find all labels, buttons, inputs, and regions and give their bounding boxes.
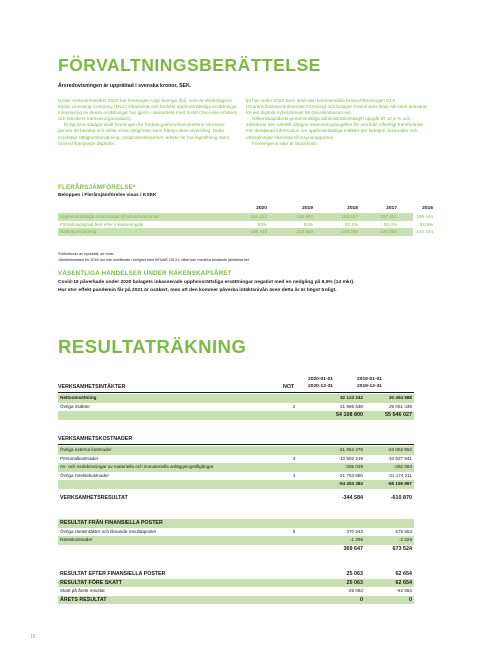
row-label: RESULTAT FÖRE SKATT: [60, 579, 122, 586]
row-label: Personalkostnader: [60, 455, 99, 461]
cell: 165 402: [296, 214, 313, 219]
total-row: [58, 570, 414, 579]
table-row: [58, 536, 414, 545]
cell-2020: 32 123 242: [340, 395, 363, 400]
row-label: Upphovsrättsliga ersättningar till skivproducenter: [60, 214, 160, 219]
cell-2019: -56 156 897: [387, 481, 412, 487]
row-label: Övriga intäkter: [60, 403, 90, 409]
row-label: Av- och nedskrivningar av materiella och immateriella anläggningstillgångar: [60, 464, 214, 470]
cell-2020: 25 063: [346, 571, 363, 577]
table-row: [58, 528, 414, 537]
page-title: FÖRVALTNINGSBERÄTTELSE: [58, 55, 321, 75]
subtotal-row: [58, 411, 414, 420]
cell-2019: -10 627 941: [387, 455, 412, 461]
result-summary: [58, 570, 414, 604]
cell-2019: -21 174 211: [387, 472, 412, 478]
cell-2020: 54 108 800: [336, 412, 363, 419]
row-label: Övriga rörelsekostnader: [60, 472, 110, 478]
cell: 91%: [303, 221, 313, 227]
year-header: 2016: [422, 206, 433, 211]
cell-2019: -2 029: [398, 537, 412, 543]
cell: 92,1%: [344, 221, 358, 227]
footnote: *Definitioner av nyckeltal, se noter: [58, 252, 114, 256]
cell: 148 268: [341, 229, 358, 234]
cost-table: [58, 446, 414, 489]
cell-2019: 675 553: [395, 528, 412, 534]
paragraph: Enligt sina stadgar skall föreningen för fördela grammofonindustrins intressen genom att bevaka och sköta vissa rättigheter samt främja dess utveckling. Detta innefattar rättighetsbevakning, antipiratverksamhet, arbete för bra lagstiftning samt branschfrämjande åtgärder.: [58, 122, 229, 146]
income-table: [58, 394, 414, 420]
cell-2019: 673 524: [392, 545, 412, 552]
cell-2019: 62 654: [395, 579, 412, 586]
cell: 168 449: [250, 229, 267, 234]
cell-2019: -292 093: [393, 464, 412, 470]
period-end: 2020-12-31: [308, 384, 334, 389]
year-header: 2019: [302, 206, 313, 211]
section-header-row: [58, 519, 414, 528]
table-row: [58, 228, 433, 236]
row-label: Nettoomsättning: [60, 395, 97, 400]
cell-2020: 25 063: [346, 579, 363, 586]
cell-2019: 25 051 439: [389, 403, 412, 409]
cell: 146 087: [380, 229, 397, 234]
paragraph: Under verksamhetsåret 2020 har föreningen Upp Sverige (fpi), som är skinkstagens Music Licensing Company (MLC) inkasserat och fördelat upphovsrättsliga ersättningar. Inkassering av dessa ersättningar har gjorts i samarbete med SAMI (Svenska Artisters och Musikers Intresseorganisation).: [58, 98, 239, 122]
cell: 156 444: [416, 214, 433, 219]
paragraph: Föreningens säte är Stockholm.: [252, 140, 319, 146]
table-row: [58, 446, 414, 455]
income-header: VERKSAMHETSINTÄKTER: [58, 384, 126, 390]
divider: [58, 444, 414, 445]
cell-2020: -54 453 384: [338, 481, 363, 487]
total-row: [58, 596, 414, 605]
cell-2019: 55 546 027: [385, 412, 412, 419]
operating-result: [58, 494, 414, 503]
cell-2019: 30 494 588: [389, 395, 412, 400]
cell-2019: -610 870: [390, 495, 412, 501]
cell: 92%: [257, 221, 267, 227]
cell-2019: -24 062 652: [387, 447, 412, 452]
multi-year-heading: FLERÅRSJÄMFÖRELSE*: [58, 184, 136, 191]
footnote: Jämförelsetalen för 2016 har inte omräknats i enlighet med BFNAR 2013:1 vilket kan medföra bristande jämförbarhet.: [58, 258, 250, 262]
cell-2019: 0: [409, 596, 412, 603]
paragraph: Räkenskapsårets genomsnittliga administrationsavgift uppgår till 12,6 % och inkluderar den särskilt uttagna inkasseringsavgiften för området offentligt framförande. För detaljerad information om upphovsrättsliga intäkter per kategori, kostnader och utbetalningar hänvisas till insynsrapporten.: [246, 116, 425, 140]
row-label: Balansomslutning: [60, 229, 97, 234]
multi-year-subheading: Beloppen i Flerårsjämförelse visas i KSEK: [58, 193, 157, 198]
table-row: [58, 587, 414, 596]
period-start: 2019-01-01: [357, 377, 383, 382]
row-label: Fördelningsgrad året efter inkasseringsår: [60, 221, 144, 227]
cell-2020: -344 584: [341, 495, 363, 501]
cell-2020: -25 063: [347, 588, 363, 594]
row-label: Skatt på årets resultat: [60, 588, 105, 594]
row-label: Övriga externa kostnader: [60, 447, 112, 452]
cell: 157 281: [380, 214, 397, 219]
cell: 153 537: [341, 214, 358, 219]
table-row: [58, 221, 433, 229]
cell-2019: -62 654: [396, 588, 412, 594]
row-label: VERKSAMHETSRESULTAT: [60, 495, 128, 501]
cell-2020: -21 753 650: [338, 472, 363, 478]
cell: 144 244: [416, 229, 433, 234]
table-row: [58, 455, 414, 464]
divider: [58, 392, 414, 393]
cell-2020: 0: [360, 596, 363, 603]
row-label: ÅRETS RESULTAT: [60, 596, 107, 603]
events-heading: VÄSENTLIGA HÄNDELSER UNDER RÄKENSKAPSÅRET: [58, 270, 232, 277]
paragraph: fpi har under 2020 även drivit den kommersiella branschföreningen GLF (Grammofonleverantörernas Förening) och bolaget Grammotex Data AB samt ansvarat för det digitala nyhetsbrevet MI (Musikindustrin.se).: [246, 98, 427, 116]
cell-2020: -10 592 219: [338, 455, 363, 461]
right-text-column: [246, 98, 428, 147]
cell: 203 858: [296, 229, 313, 234]
subtotal-row: [58, 480, 414, 489]
period-start: 2020-01-01: [308, 377, 334, 382]
total-row: [58, 494, 414, 503]
row-label: RESULTAT EFTER FINANSIELLA POSTER: [60, 571, 166, 577]
intro-text: Årsredovisningen är upprättad i svenska kronor, SEK.: [58, 83, 192, 89]
cell: 92,9%: [419, 221, 433, 227]
results-title: RESULTATRÄKNING: [58, 336, 247, 357]
subtotal-row: [58, 545, 414, 554]
cell-2020: -1 296: [349, 537, 363, 543]
financial-table: [58, 519, 414, 553]
table-row: [58, 394, 414, 403]
cell-2020: 369 647: [343, 545, 363, 552]
events-text: Covid-19 påverkade under 2020 bolagets inkasserade upphovsrättsliga ersättningar negativt med en nedgång på 8,5% (14 mkr).: [58, 280, 355, 285]
cell-2020: -21 852 479: [338, 447, 363, 452]
year-header: 2017: [386, 206, 397, 211]
cell-2020: 21 985 538: [340, 403, 363, 409]
total-row: [58, 579, 414, 588]
row-label: Övriga ränteintäkter och liknande resultatposter: [60, 528, 157, 534]
financial-header: RESULTAT FRÅN FINANSIELLA POSTER: [60, 520, 163, 526]
events-text: Hur stor effekt pandemin får på 2021 är osäkert, men att den kommer påverka intäktsnivån även detta år är högst troligt.: [58, 288, 337, 293]
row-label: Räntekostnader: [60, 537, 93, 543]
left-text-column: [58, 98, 240, 147]
cell-2020: -255 036: [344, 464, 363, 470]
year-header: 2020: [256, 206, 267, 211]
note-ref: 5: [292, 528, 296, 534]
year-header: 2018: [347, 206, 358, 211]
page-number: 16: [30, 634, 36, 640]
note-ref: 4: [292, 472, 296, 478]
table-row: [58, 213, 433, 221]
note-ref: 3: [292, 455, 296, 461]
note-ref: 2: [292, 403, 296, 409]
table-row: [58, 472, 414, 481]
note-header: NOT: [283, 384, 295, 390]
cell: 92,4%: [383, 221, 397, 227]
period-end: 2019-12-31: [357, 384, 383, 389]
cell-2020: 370 943: [346, 528, 363, 534]
table-row: [58, 403, 414, 412]
cost-header: VERKSAMHETSKOSTNADER: [58, 436, 133, 442]
table-row: [58, 463, 414, 472]
table-header-row: [58, 205, 433, 213]
cell-2019: 62 654: [395, 571, 412, 577]
multi-year-table: [58, 205, 433, 236]
cell: 151 222: [250, 214, 267, 219]
